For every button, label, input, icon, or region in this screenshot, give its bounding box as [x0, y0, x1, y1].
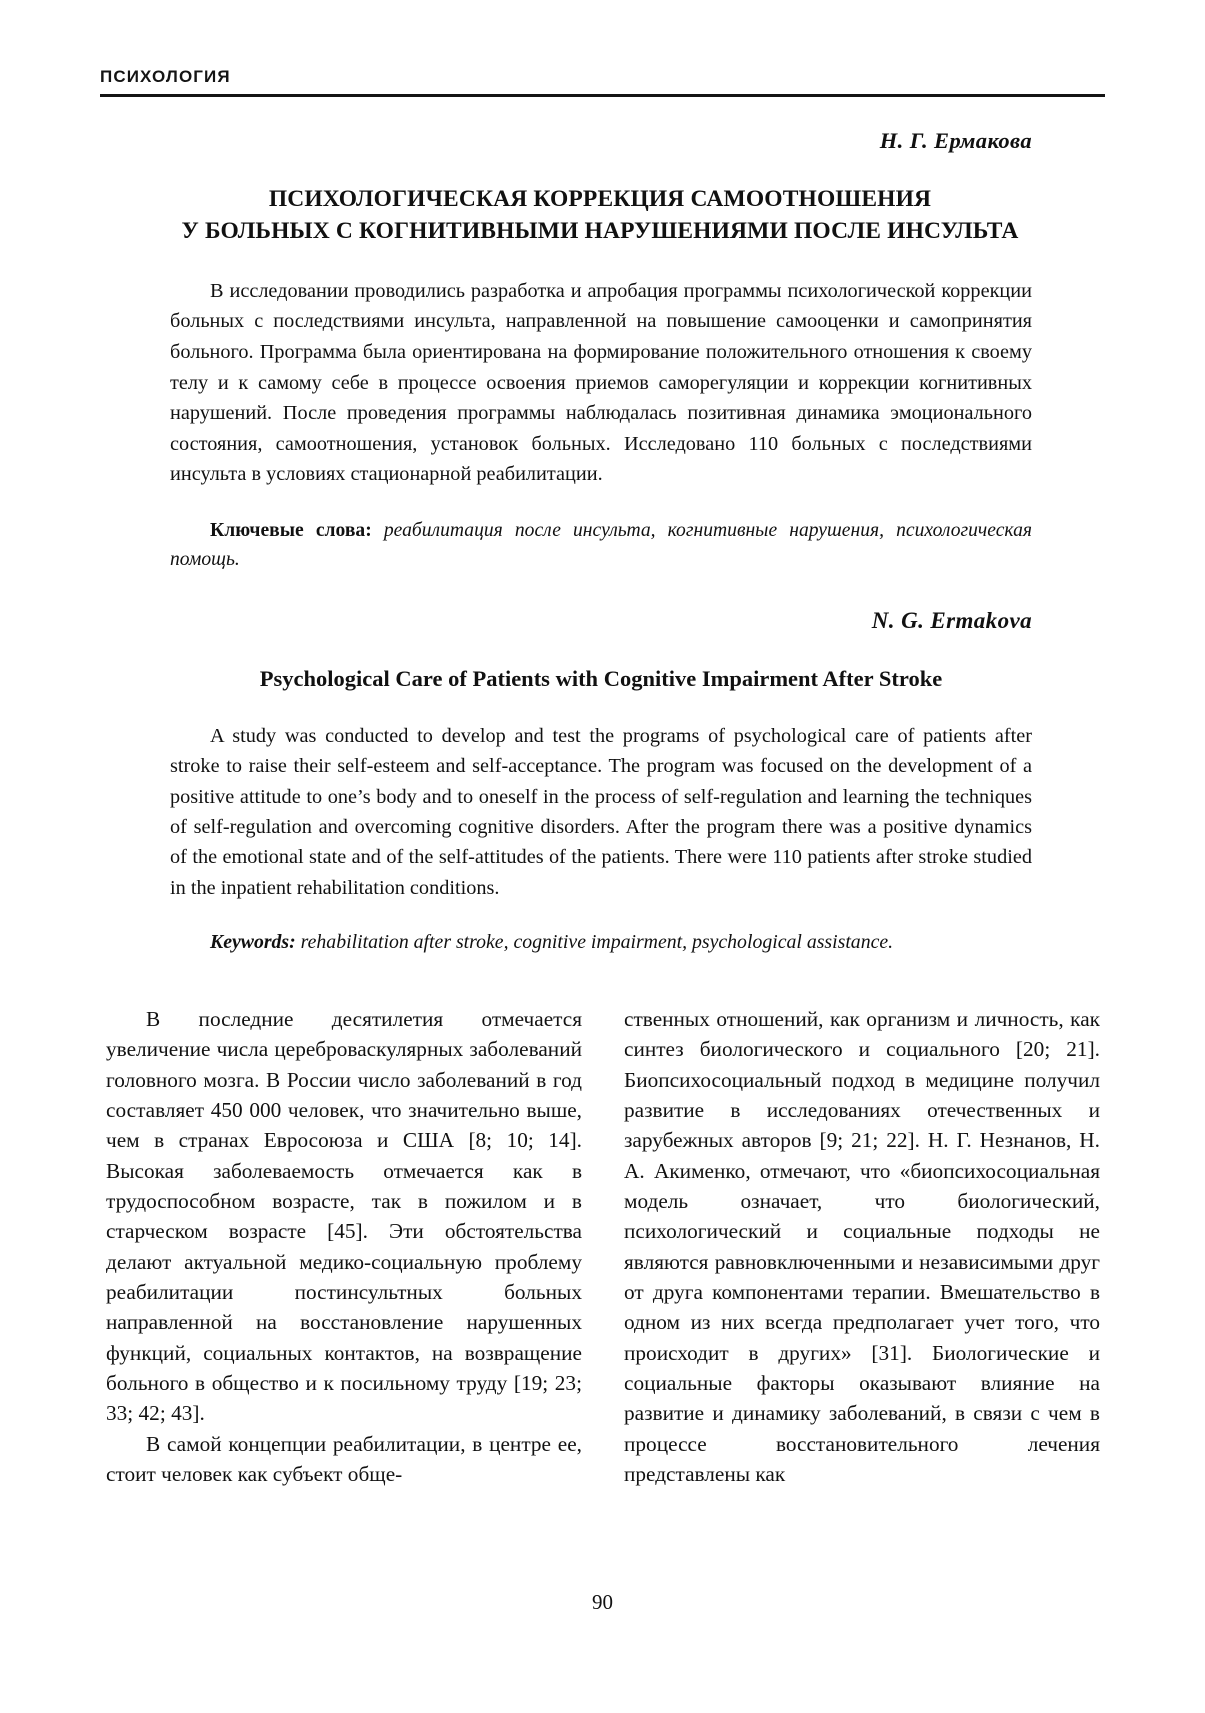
body-paragraph: ственных отношений, как организм и личность, как синтез биологического и социального [20; 21]. Биопсихосоциальный подход в медицине получил развитие в исследованиях отечественных и зарубежных авторов [9; 21; 22]. Н. Г. Незнанов, Н. А. Акименко, отмечают, что «биопсихосоциальная модель означает, что биологический, психологический и социальные подходы не являются равновключенными и независимыми друг от друга компонентами терапии. Вмешательство в одном из них всегда предполагает учет того, что происходит в других» [31]. Биологические и социальные факторы оказывают влияние на развитие и динамику заболеваний, в связи с чем в процессе восстановительного лечения представлены как [624, 1007, 1100, 1487]
body-paragraph: В самой концепции реабилитации, в центре ее, стоит человек как субъект обще- [106, 1431, 582, 1487]
header-rule [100, 94, 1105, 98]
keywords-english [170, 928, 1032, 957]
article-title-english: Psychological Care of Patients with Cognitive Impairment After Stroke [259, 666, 943, 692]
running-head [100, 68, 1105, 97]
running-head-label: ПСИХОЛОГИЯ [100, 67, 231, 86]
abstract-english: A study was conducted to develop and test the programs of psychological care of patients after stroke to raise their self-esteem and self-acceptance. The program was focused on the development of a positive attitude to one’s body and to oneself in the process of self-regulation and learning the techniques of self-regulation and overcoming cognitive disorders. After the program there was a positive dynamics of the emotional state and of the self-attitudes of the patients. There were 110 patients after stroke studied in the inpatient rehabilitation conditions. [170, 724, 1032, 899]
article-title-russian-line-2: У БОЛЬНЫХ С КОГНИТИВНЫМИ НАРУШЕНИЯМИ ПОСЛЕ ИНСУЛЬТА [181, 217, 1019, 244]
keywords-english-label: Keywords: [210, 931, 296, 954]
article-title-russian [126, 184, 1074, 248]
body-column-right [624, 1004, 1100, 1564]
page-number: 90 [592, 1590, 613, 1614]
body-paragraph: В последние десятилетия отмечается увеличение числа цереброваскулярных заболеваний головного мозга. В России число заболеваний в год составляет 450 000 человек, что значительно выше, чем в странах Евросоюза и США [8; 10; 14]. Высокая заболеваемость отмечается как в трудоспособном возрасте, так в пожилом и в старческом возрасте [45]. Эти обстоятельства делают актуальной медико-социальную проблему реабилитации постинсультных больных направленной на восстановление нарушенных функций, социальных контактов, на возвращение больного в общество и к посильному труду [19; 23; 33; 42; 43]. [106, 1007, 582, 1426]
article-title-russian-line-1: ПСИХОЛОГИЧЕСКАЯ КОРРЕКЦИЯ САМООТНОШЕНИЯ [268, 186, 932, 212]
body-column-left [106, 1004, 582, 1564]
keywords-russian [170, 516, 1032, 575]
author-name-english: N. G. Ermakova [871, 608, 1032, 634]
front-matter [170, 128, 1032, 957]
keywords-russian-label: Ключевые слова: [210, 519, 372, 541]
abstract-russian: В исследовании проводились разработка и апробация программы психологической коррекции больных с последствиями инсульта, направленной на повышение самооценки и самопринятия больного. Программа была ориентирована на формирование положительного отношения к своему телу и к самому себе в процессе освоения приемов саморегуляции и коррекции когнитивных нарушений. После проведения программы наблюдалась позитивная динамика эмоционального состояния, самоотношения, установок больных. Исследовано 110 больных с последствиями инсульта в условиях стационарной реабилитации. [170, 279, 1032, 486]
keywords-english-text: rehabilitation after stroke, cognitive impairment, psychological assistance. [295, 931, 894, 954]
author-name-russian: Н. Г. Ермакова [879, 128, 1032, 153]
keywords-russian-text: реабилитация после инсульта, когнитивные нарушения, психологическая помощь. [170, 519, 1033, 571]
body-columns [106, 1004, 1100, 1564]
